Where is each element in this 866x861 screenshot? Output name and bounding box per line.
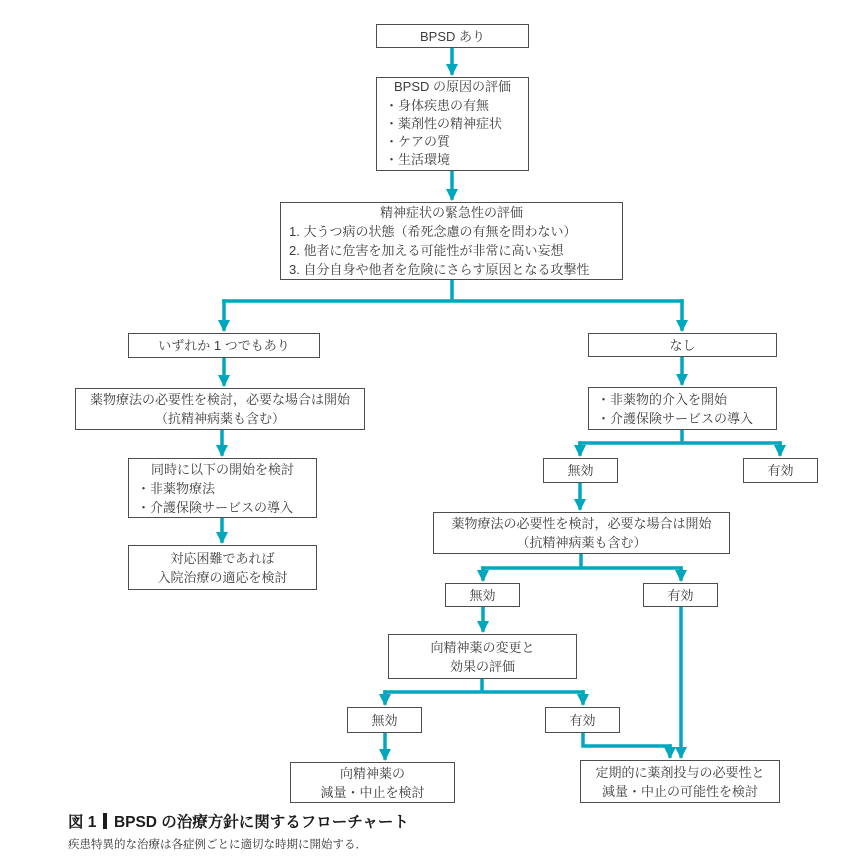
node-ineffective-1	[543, 458, 618, 483]
node-text: 有効	[667, 587, 694, 603]
node-branch-none	[588, 333, 777, 357]
node-text: 無効	[371, 712, 398, 728]
node-item: ・薬剤性の精神症状	[385, 115, 503, 131]
node-effective-3	[545, 707, 620, 733]
node-text: BPSD あり	[419, 28, 485, 44]
node-effective-1	[743, 458, 818, 483]
node-text: （抗精神病薬も含む）	[154, 411, 285, 426]
node-text: 無効	[567, 463, 594, 478]
node-item: 1. 大うつ病の状態（希死念慮の有無を問わない）	[289, 224, 577, 239]
figure-number: 図 1	[68, 814, 97, 831]
node-ineffective-3	[347, 707, 422, 733]
node-periodic-review	[580, 760, 780, 803]
node-text: 向精神薬の変更と	[430, 639, 535, 655]
node-reduce-stop	[290, 762, 455, 803]
node-title: BPSD の原因の評価	[393, 79, 511, 95]
figure-title: BPSD の治療方針に関するフローチャート	[113, 814, 409, 831]
node-text: 無効	[469, 587, 496, 603]
node-text: 入院治療の適応を検討	[157, 569, 288, 585]
node-bpsd-present	[376, 24, 529, 48]
node-text: 対応困難であれば	[170, 550, 275, 566]
node-cause-evaluation	[376, 77, 529, 171]
node-text: なし	[669, 337, 696, 353]
caption-divider-bar	[103, 813, 107, 829]
node-item: ・介護保険サービスの導入	[137, 499, 294, 515]
node-item: ・身体疾患の有無	[385, 97, 490, 113]
node-text: 減量・中止を検討	[320, 784, 425, 800]
node-text: 向精神薬の	[339, 765, 405, 781]
node-pharmacotherapy-right	[433, 512, 730, 554]
node-text: 有効	[767, 463, 794, 478]
node-item: ・非薬物的介入を開始	[597, 391, 728, 407]
node-title: 精神症状の緊急性の評価	[379, 205, 523, 220]
figure-note: 疾患特異的な治療は各症例ごとに適切な時期に開始する．	[68, 839, 367, 851]
node-branch-any-one	[128, 333, 320, 358]
node-item: ・非薬物療法	[137, 480, 216, 496]
node-text: いずれか 1 つでもあり	[158, 338, 290, 353]
node-nonpharmacologic	[588, 387, 777, 430]
node-hospitalization	[128, 545, 317, 590]
node-text: 減量・中止の可能性を検討	[601, 783, 758, 799]
node-ineffective-2	[445, 583, 520, 607]
node-item: 2. 他者に危害を加える可能性が非常に高い妄想	[289, 243, 564, 258]
node-text: （抗精神病薬も含む）	[516, 535, 647, 550]
node-item: ・介護保険サービスの導入	[597, 410, 754, 426]
node-concurrent-start	[128, 458, 317, 518]
node-text: 薬物療法の必要性を検討，必要な場合は開始	[89, 392, 350, 407]
node-urgency-evaluation	[280, 202, 623, 280]
node-pharmacotherapy-left	[75, 388, 365, 430]
node-effective-2	[643, 583, 718, 607]
figure-caption	[68, 810, 409, 832]
node-item: ・ケアの質	[385, 134, 451, 150]
node-item: ・生活環境	[385, 152, 451, 168]
node-item: 3. 自分自身や他者を危険にさらす原因となる攻撃性	[289, 262, 590, 277]
node-text: 定期的に薬剤投与の必要性と	[595, 764, 765, 780]
node-text: 効果の評価	[449, 658, 515, 674]
node-title: 同時に以下の開始を検討	[150, 461, 294, 477]
node-text: 有効	[569, 712, 596, 728]
node-text: 薬物療法の必要性を検討，必要な場合は開始	[451, 516, 712, 531]
node-medication-change	[388, 634, 577, 679]
